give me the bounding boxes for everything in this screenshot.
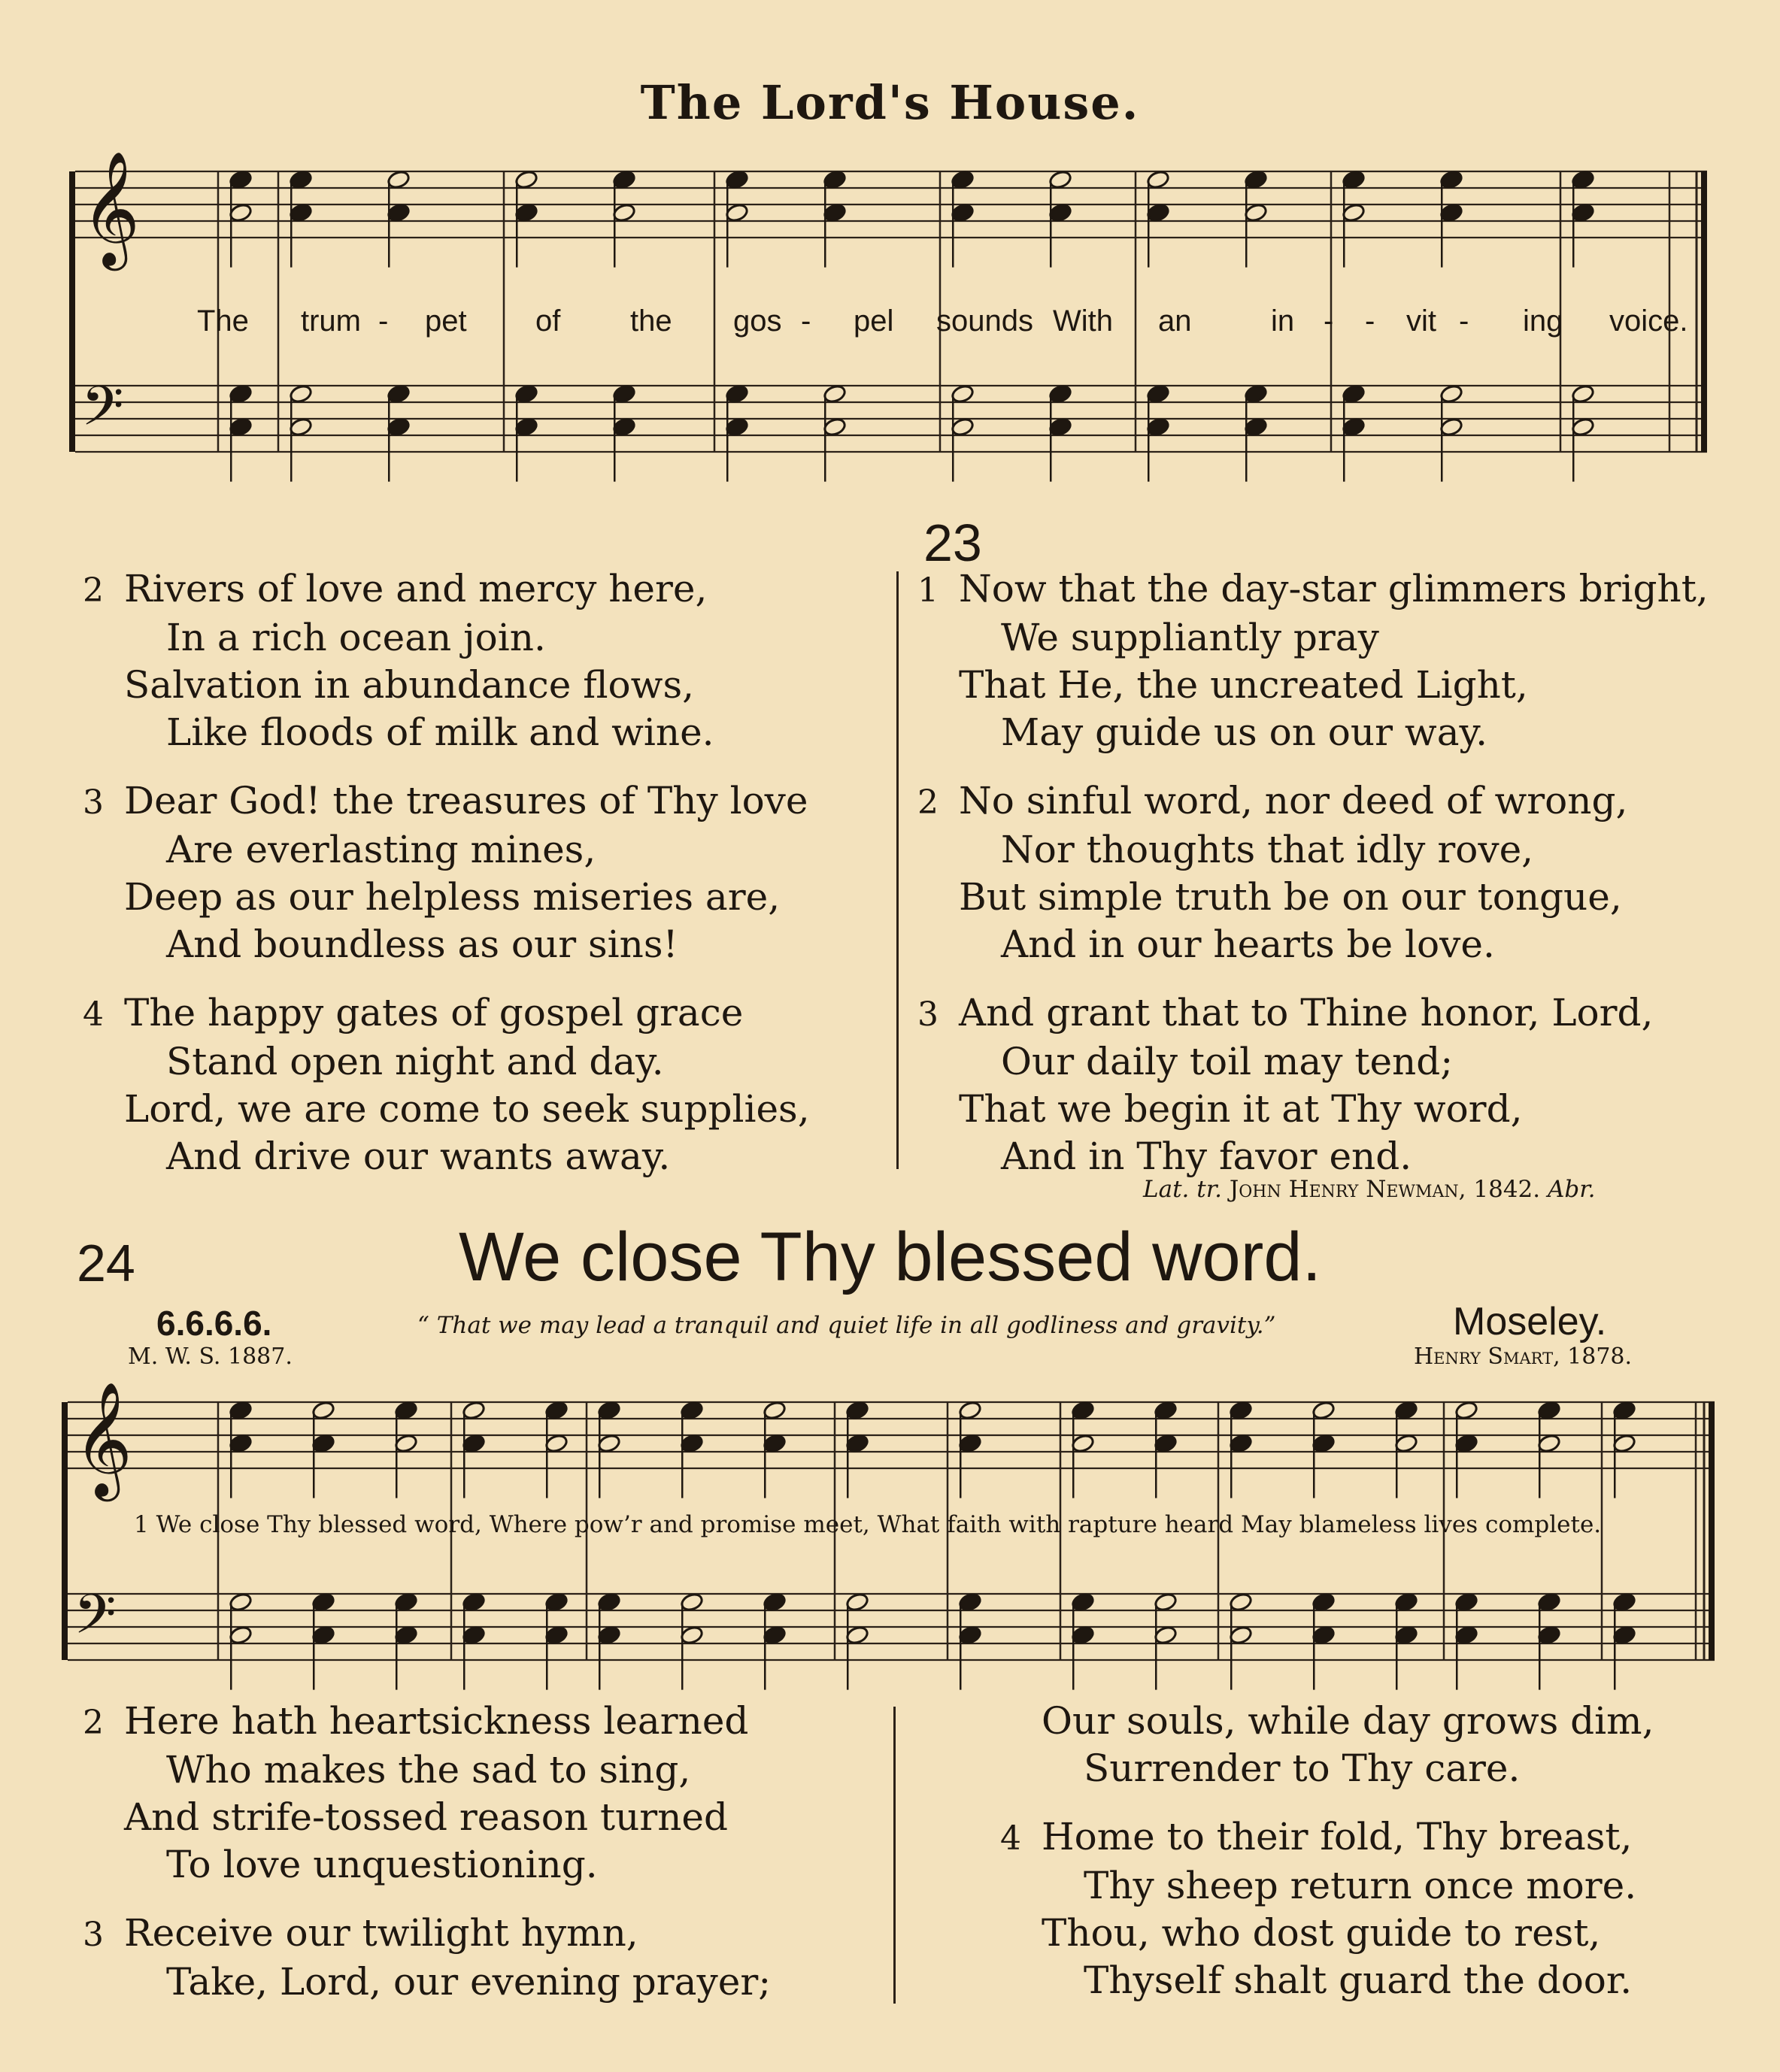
verse-line: But simple truth be on our tongue, [959, 875, 1622, 919]
verse-line: 1 Now that the day-star glimmers bright, [959, 565, 1709, 614]
hymn-number-24: 24 [77, 1234, 135, 1292]
note [1571, 417, 1595, 437]
note [1311, 1433, 1336, 1453]
lyric-syllable: - [1365, 304, 1375, 338]
note [1454, 1400, 1478, 1420]
note [823, 169, 847, 189]
note [514, 417, 538, 437]
verse-line: 3 Receive our twilight hymn, [124, 1910, 771, 1958]
note [763, 1400, 787, 1420]
lyric-syllable: of [535, 304, 561, 338]
verse-line: Take, Lord, our evening prayer; [166, 1960, 772, 2004]
note [387, 383, 411, 404]
note [1229, 1433, 1253, 1453]
system-bracket [69, 171, 75, 452]
lyric-syllable: vit [1406, 304, 1436, 338]
note [394, 1625, 418, 1645]
verse-gap [124, 756, 810, 777]
note [1394, 1625, 1418, 1645]
note [544, 1400, 569, 1420]
note [1229, 1625, 1253, 1645]
final-barline-thick [1701, 171, 1707, 452]
note [680, 1433, 704, 1453]
note [1048, 202, 1072, 223]
final-barline-thick [1709, 1402, 1715, 1660]
note [229, 417, 253, 437]
note [951, 202, 975, 223]
note [612, 169, 636, 189]
hymn24-verses-left [83, 1698, 772, 2006]
note [1612, 1400, 1636, 1420]
note [1394, 1400, 1418, 1420]
note [289, 202, 313, 223]
note [763, 1625, 787, 1645]
note [1439, 202, 1463, 223]
meter: 6.6.6.6. [156, 1304, 272, 1343]
verse-line: Thyself shalt guard the door. [1084, 1958, 1633, 2002]
verse-line: Deep as our helpless miseries are, [124, 875, 781, 919]
lyric-syllable: - [801, 304, 811, 338]
verse-number: 3 [917, 995, 939, 1034]
note [1244, 417, 1268, 437]
verse-line: And strife-tossed reason turned [124, 1795, 729, 1839]
verse-line: And in Thy favor end. [1001, 1134, 1412, 1178]
note [1571, 169, 1595, 189]
note [1154, 1400, 1178, 1420]
note [387, 202, 411, 223]
lyric-syllable: pel [854, 304, 894, 338]
note [1244, 383, 1268, 404]
column-divider-2 [893, 1707, 896, 2004]
note [1146, 169, 1170, 189]
note [1439, 383, 1463, 404]
note [845, 1625, 869, 1645]
note [680, 1592, 704, 1612]
lyric-syllable: - [1459, 304, 1469, 338]
note [597, 1400, 621, 1420]
note [1394, 1433, 1418, 1453]
note [462, 1625, 486, 1645]
note [1342, 202, 1366, 223]
note [394, 1433, 418, 1453]
note [823, 202, 847, 223]
verse-line: Surrender to Thy care. [1084, 1746, 1521, 1790]
note [544, 1433, 569, 1453]
lyric-syllable: the [630, 304, 672, 338]
note [387, 169, 411, 189]
note [1311, 1400, 1336, 1420]
note [951, 417, 975, 437]
verse-number: 2 [917, 783, 939, 822]
note [229, 1400, 253, 1420]
hymn24-lyric-underlay: 1 We close Thy blessed word, Where pow’r and promise meet, What faith with rapture heard May blameless lives complete. [134, 1511, 1602, 1538]
note [680, 1625, 704, 1645]
note [311, 1625, 335, 1645]
note [229, 1625, 253, 1645]
hymn24-verses-right [1000, 1698, 1654, 2004]
note [1146, 417, 1170, 437]
verse-line: We suppliantly pray [1001, 616, 1379, 659]
verse-number: 2 [83, 571, 104, 610]
note [725, 169, 749, 189]
note [1048, 383, 1072, 404]
hymn23-verses [917, 565, 1709, 1180]
note [763, 1592, 787, 1612]
note [229, 1433, 253, 1453]
note [958, 1433, 982, 1453]
verse-line: Thou, who dost guide to rest, [1042, 1911, 1601, 1955]
note [1071, 1433, 1095, 1453]
note [725, 417, 749, 437]
lyric-syllable: an [1158, 304, 1192, 338]
verse-gap [1042, 1792, 1654, 1813]
note [1612, 1592, 1636, 1612]
verse-line: That we begin it at Thy word, [959, 1087, 1523, 1131]
tune-title: The Lord's House. [640, 75, 1140, 130]
verse-line: And in our hearts be love. [1001, 922, 1495, 966]
hymn22-verses [83, 565, 810, 1180]
note [1229, 1592, 1253, 1612]
note [951, 169, 975, 189]
hymn-number-23: 23 [923, 513, 982, 572]
note [1537, 1433, 1561, 1453]
composer: Henry Smart, 1878. [1414, 1343, 1633, 1370]
author-credit: M. W. S. 1887. [128, 1343, 293, 1370]
note [1244, 202, 1268, 223]
note [1439, 417, 1463, 437]
verse-number: 2 [83, 1704, 104, 1742]
verse-gap [124, 1889, 771, 1910]
note [1454, 1592, 1478, 1612]
treble-clef-icon: 𝄞 [74, 1381, 133, 1497]
hymn23-attribution: Lat. tr. John Henry Newman, 1842. Abr. [1143, 1176, 1596, 1203]
verse-line: May guide us on our way. [1001, 710, 1487, 754]
verse-line: Who makes the sad to sing, [166, 1748, 691, 1792]
note [229, 169, 253, 189]
verse-line: In a rich ocean join. [166, 616, 546, 659]
note [1439, 169, 1463, 189]
verse-line: To love unquestioning. [166, 1843, 598, 1886]
note [1071, 1625, 1095, 1645]
bass-clef-icon: 𝄢 [81, 374, 124, 451]
lyric-syllable: The [197, 304, 249, 338]
verse-line: Salvation in abundance flows, [124, 663, 695, 707]
note [1071, 1592, 1095, 1612]
note [462, 1400, 486, 1420]
verse-gap [124, 968, 810, 989]
note [514, 202, 538, 223]
note [763, 1433, 787, 1453]
note [597, 1433, 621, 1453]
verse-number: 3 [83, 783, 104, 822]
note [1342, 169, 1366, 189]
note [823, 417, 847, 437]
note [612, 383, 636, 404]
system-bracket [62, 1402, 68, 1660]
note [1244, 169, 1268, 189]
note [387, 417, 411, 437]
epigraph: “ That we may lead a tranquil and quiet life in all godliness and gravity.” [417, 1312, 1276, 1339]
music-system-1 [68, 150, 1722, 526]
note [597, 1592, 621, 1612]
verse-line: 4 The happy gates of gospel grace [124, 989, 810, 1038]
note [1154, 1433, 1178, 1453]
note [289, 417, 313, 437]
verse-line: 3 And grant that to Thine honor, Lord, [959, 989, 1709, 1038]
note [1146, 202, 1170, 223]
lyric-syllable: trum [301, 304, 361, 338]
note [725, 202, 749, 223]
note [1048, 169, 1072, 189]
note [311, 1592, 335, 1612]
tune-name: Moseley. [1453, 1300, 1607, 1343]
note [544, 1625, 569, 1645]
verse-gap [959, 968, 1709, 989]
note [1311, 1592, 1336, 1612]
note [845, 1433, 869, 1453]
note [845, 1592, 869, 1612]
verse-line: Are everlasting mines, [166, 828, 596, 871]
verse-line: That He, the uncreated Light, [959, 663, 1528, 707]
note [1154, 1625, 1178, 1645]
verse-line: 4 Home to their fold, Thy breast, [1042, 1813, 1654, 1862]
verse-line: Thy sheep return once more. [1084, 1864, 1637, 1907]
note [823, 383, 847, 404]
verse-line: 3 Dear God! the treasures of Thy love [124, 777, 810, 826]
note [229, 1592, 253, 1612]
verse-line: Like floods of milk and wine. [166, 710, 714, 754]
note [725, 383, 749, 404]
note [958, 1592, 982, 1612]
note [845, 1400, 869, 1420]
note [1454, 1625, 1478, 1645]
note [229, 202, 253, 223]
verse-line: Our daily toil may tend; [1001, 1040, 1454, 1083]
note [462, 1433, 486, 1453]
verse-line: 2 Here hath heartsickness learned [124, 1698, 771, 1746]
verse-line: 2 Rivers of love and mercy here, [124, 565, 810, 614]
note [1454, 1433, 1478, 1453]
treble-clef-icon: 𝄞 [81, 150, 141, 266]
lyric-syllable: in [1271, 304, 1295, 338]
note [394, 1592, 418, 1612]
note [1154, 1592, 1178, 1612]
verse-gap [959, 756, 1709, 777]
note [394, 1400, 418, 1420]
note [680, 1400, 704, 1420]
note [289, 169, 313, 189]
note [1311, 1625, 1336, 1645]
lyric-syllable: - [378, 304, 389, 338]
column-divider [896, 571, 899, 1169]
note [951, 383, 975, 404]
note [1571, 383, 1595, 404]
lyric-syllable: With [1053, 304, 1113, 338]
verse-number: 3 [83, 1916, 104, 1954]
verse-number: 4 [1000, 1819, 1021, 1858]
verse-line: And drive our wants away. [166, 1134, 671, 1178]
note [289, 383, 313, 404]
bass-clef-icon: 𝄢 [74, 1582, 117, 1659]
note [958, 1400, 982, 1420]
note [229, 383, 253, 404]
note [1048, 417, 1072, 437]
note [597, 1625, 621, 1645]
lyric-syllable: - [1324, 304, 1334, 338]
note [1612, 1625, 1636, 1645]
note [1537, 1400, 1561, 1420]
lyric-syllable: ing [1523, 304, 1563, 338]
note [1342, 417, 1366, 437]
note [1229, 1400, 1253, 1420]
note [514, 383, 538, 404]
note [958, 1625, 982, 1645]
verse-number: 1 [917, 571, 939, 610]
verse-number: 4 [83, 995, 104, 1034]
verse-line: Stand open night and day. [166, 1040, 664, 1083]
lyric-syllable: sounds [936, 304, 1033, 338]
lyric-syllable: pet [425, 304, 467, 338]
verse-line: Our souls, while day grows dim, [1042, 1699, 1654, 1743]
note [1071, 1400, 1095, 1420]
verse-line: Lord, we are come to seek supplies, [124, 1087, 810, 1131]
note [1342, 383, 1366, 404]
note [311, 1433, 335, 1453]
note [1146, 383, 1170, 404]
verse-line: Nor thoughts that idly rove, [1001, 828, 1534, 871]
note [462, 1592, 486, 1612]
verse-line: 2 No sinful word, nor deed of wrong, [959, 777, 1709, 826]
note [1537, 1625, 1561, 1645]
verse-line: And boundless as our sins! [166, 922, 678, 966]
hymn-title: We close Thy blessed word. [458, 1219, 1322, 1295]
note [1394, 1592, 1418, 1612]
note [311, 1400, 335, 1420]
lyric-syllable: gos [733, 304, 782, 338]
note [1537, 1592, 1561, 1612]
note [612, 202, 636, 223]
note [544, 1592, 569, 1612]
note [612, 417, 636, 437]
note [514, 169, 538, 189]
note [1571, 202, 1595, 223]
lyric-syllable: voice. [1609, 304, 1688, 338]
note [1612, 1433, 1636, 1453]
